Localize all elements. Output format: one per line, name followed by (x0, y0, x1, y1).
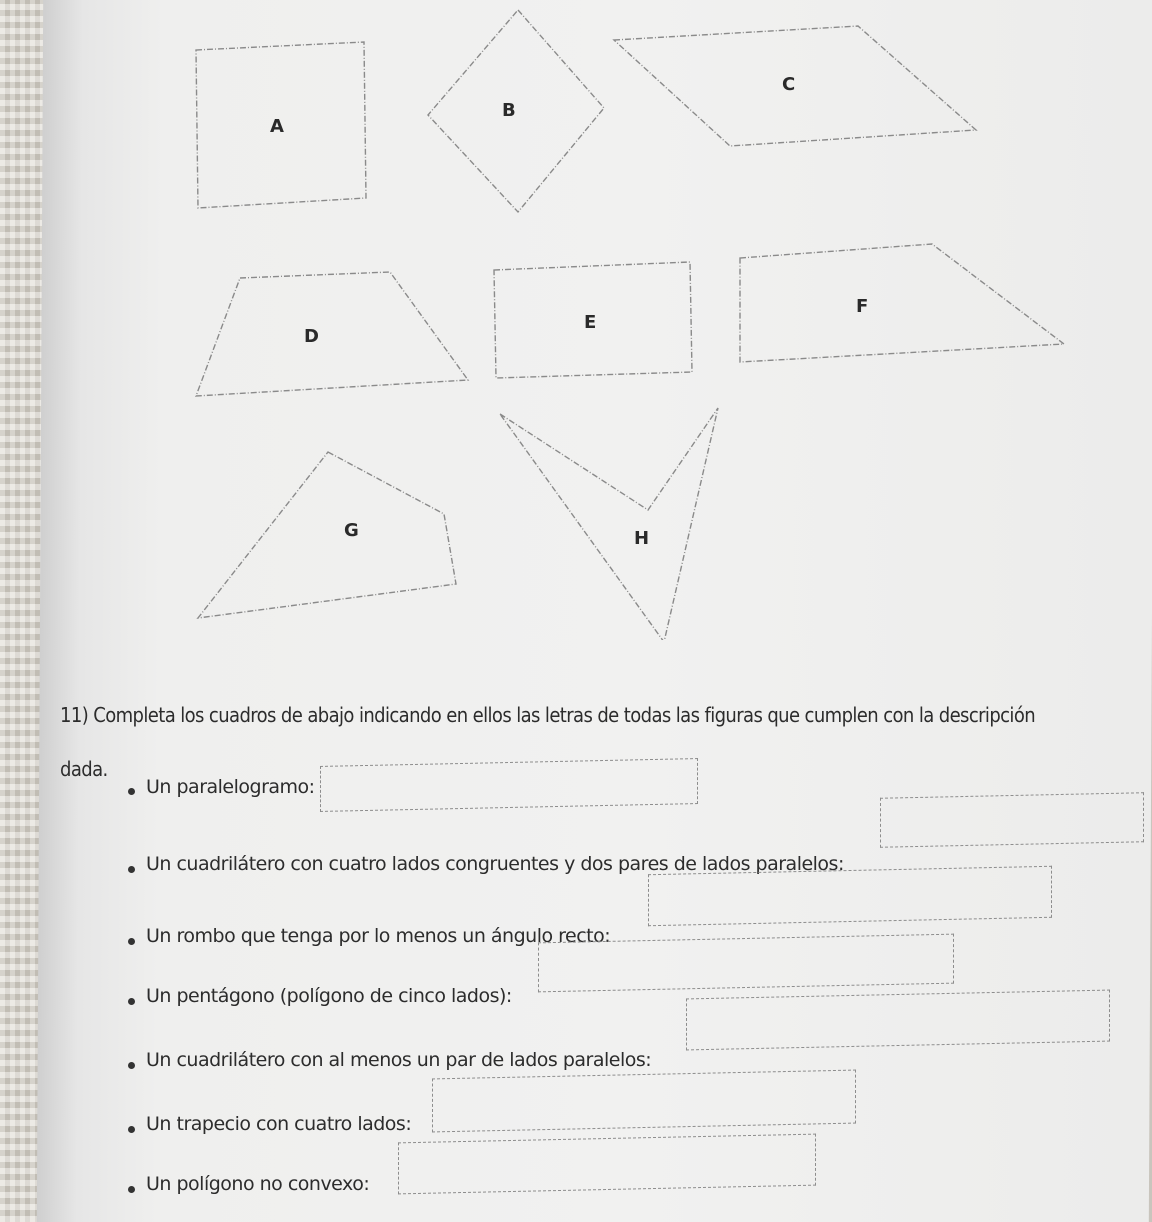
instruction-line2: dada. (60, 757, 108, 781)
figure-label-a: A (270, 116, 284, 137)
figure-label-c: C (782, 74, 796, 95)
answer-box-trapezoid-description[interactable] (686, 990, 1110, 1051)
item-label-pentagon: Un pentágono (polígono de cinco lados): (146, 985, 512, 1007)
answer-box-pentagon[interactable] (538, 934, 954, 993)
figure-label-d: D (304, 326, 319, 347)
figure-b-rhombus (428, 10, 604, 212)
answer-box-trapezoid[interactable] (432, 1070, 856, 1133)
item-label-trapezoid-description: Un cuadrilátero con al menos un par de lados paralelos: (146, 1049, 652, 1071)
item-label-square-rhombus: Un rombo que tenga por lo menos un ángulo recto: (146, 925, 611, 947)
figure-label-h: H (634, 528, 650, 549)
item-label-trapezoid: Un trapecio con cuatro lados: (146, 1113, 412, 1135)
bullet-icon (128, 1126, 135, 1133)
bullet-icon (128, 1186, 135, 1193)
answer-box-nonconvex[interactable] (398, 1134, 816, 1195)
figure-g-pentagon (198, 452, 456, 618)
figure-label-b: B (502, 100, 516, 121)
item-label-nonconvex: Un polígono no convexo: (146, 1173, 370, 1195)
figure-label-g: G (344, 520, 359, 541)
bullet-icon (128, 1062, 135, 1069)
answer-box-rhombus-description[interactable] (880, 792, 1144, 848)
answer-box-parallelogram[interactable] (320, 758, 698, 812)
figure-h-nonconvex (500, 408, 718, 640)
answer-box-square-rhombus[interactable] (648, 866, 1052, 926)
instruction-line1: Completa los cuadros de abajo indicando en ellos las letras de todas las figuras que cumplen con la descripción (93, 703, 1036, 727)
exercise-number: 11) (60, 703, 89, 727)
bullet-icon (128, 998, 135, 1005)
figure-label-e: E (584, 312, 597, 333)
figure-f-trapezoid (740, 244, 1064, 362)
item-label-rhombus-description: Un cuadrilátero con cuatro lados congruentes y dos pares de lados paralelos: (146, 853, 844, 875)
figure-d-trapezoid (196, 272, 468, 396)
bullet-icon (128, 788, 135, 795)
item-label-parallelogram: Un paralelogramo: (146, 776, 315, 798)
bullet-icon (128, 866, 135, 873)
bullet-icon (128, 938, 135, 945)
figure-label-f: F (856, 296, 869, 317)
